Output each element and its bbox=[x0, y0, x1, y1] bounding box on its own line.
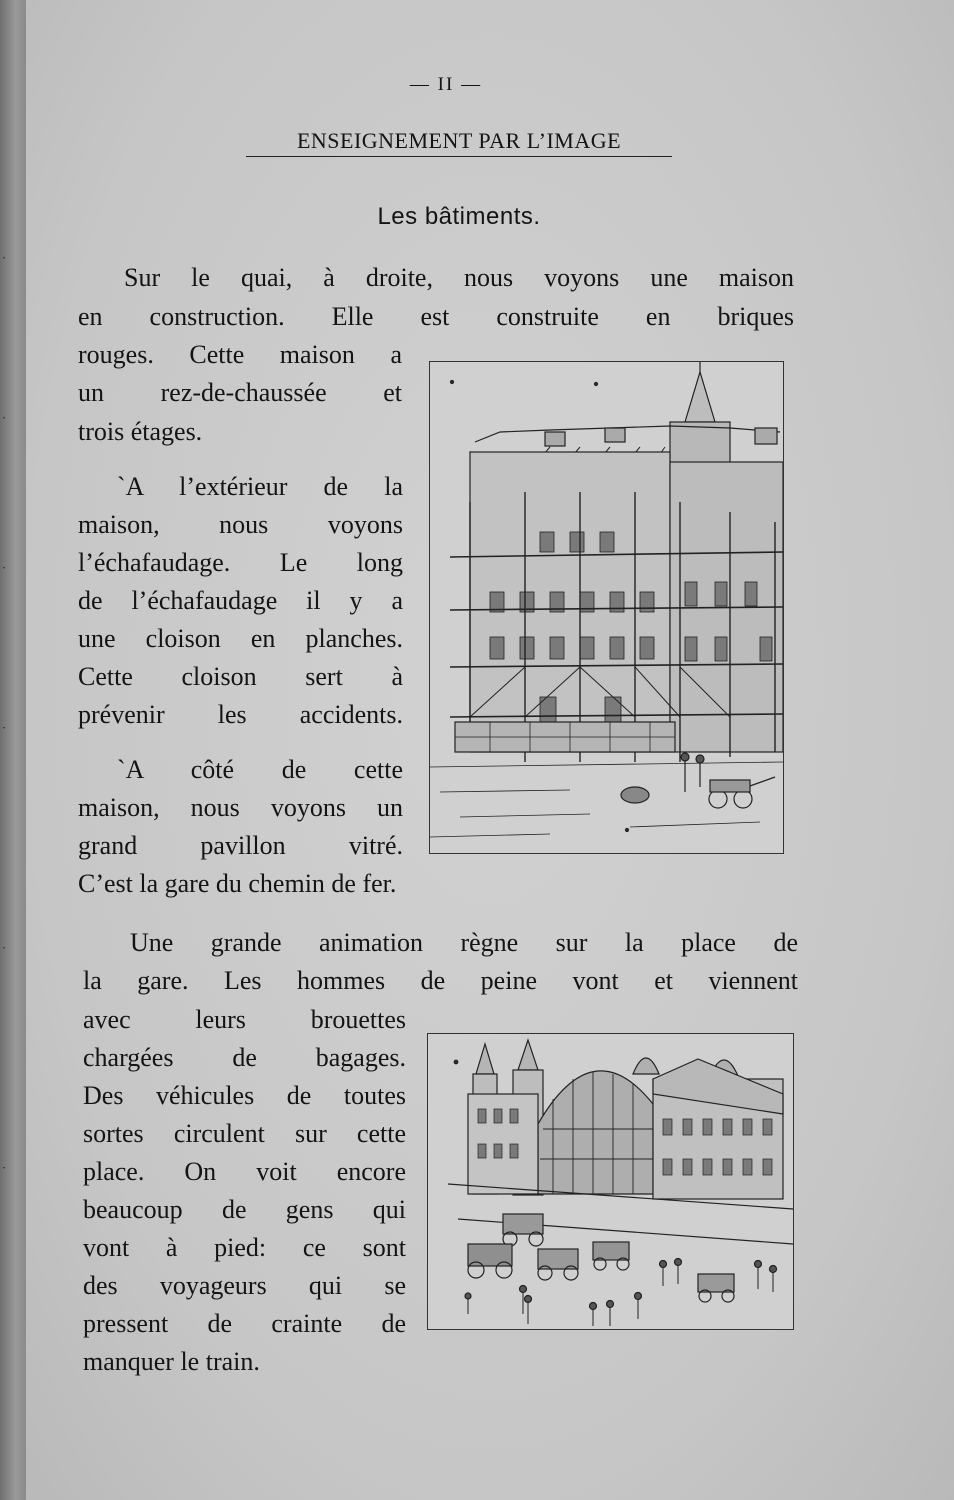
railway-station-illustration bbox=[427, 1033, 794, 1330]
edge-glyph: · bbox=[2, 940, 7, 955]
page-number: — II — bbox=[409, 74, 483, 95]
text-line: prévenir les accidents. bbox=[78, 700, 403, 729]
text-line: de l’échafaudage il y a bbox=[78, 586, 403, 615]
text-line: place. On voit encore bbox=[83, 1157, 406, 1186]
book-page bbox=[26, 0, 954, 1500]
text-line: sortes circulent sur cette bbox=[83, 1119, 406, 1148]
edge-glyph: · bbox=[2, 1160, 7, 1175]
text-line: maison, nous voyons bbox=[78, 510, 403, 539]
edge-glyph: · bbox=[2, 720, 7, 735]
text-line: `A côté de cette bbox=[117, 755, 403, 784]
text-line: grand pavillon vitré. bbox=[78, 831, 403, 860]
section-title: Les bâtiments. bbox=[377, 203, 541, 230]
text-line: C’est la gare du chemin de fer. bbox=[78, 869, 397, 898]
text-line: la gare. Les hommes de peine vont et viennent bbox=[83, 966, 798, 995]
text-line: un rez-de-chaussée et bbox=[78, 378, 402, 407]
text-line: manquer le train. bbox=[83, 1347, 260, 1376]
text-line: pressent de crainte de bbox=[83, 1309, 406, 1338]
text-line: une cloison en planches. bbox=[78, 624, 403, 653]
text-line: beaucoup de gens qui bbox=[83, 1195, 406, 1224]
running-head: ENSEIGNEMENT PAR L’IMAGE bbox=[246, 128, 672, 157]
text-line: avec leurs brouettes bbox=[83, 1005, 406, 1034]
edge-glyph: · bbox=[2, 410, 7, 425]
building-under-construction-illustration bbox=[429, 361, 784, 854]
text-line: Une grande animation règne sur la place de bbox=[130, 928, 798, 957]
text-line: Sur le quai, à droite, nous voyons une maison bbox=[124, 263, 794, 292]
edge-glyph: · bbox=[2, 250, 7, 265]
text-line: trois étages. bbox=[78, 417, 203, 446]
text-line: vont à pied: ce sont bbox=[83, 1233, 406, 1262]
text-line: l’échafaudage. Le long bbox=[78, 548, 403, 577]
adjacent-page-edge bbox=[0, 0, 26, 1500]
text-line: chargées de bagages. bbox=[83, 1043, 406, 1072]
text-line: en construction. Elle est construite en briques bbox=[78, 302, 794, 331]
text-line: rouges. Cette maison a bbox=[78, 340, 402, 369]
text-line: Cette cloison sert à bbox=[78, 662, 403, 691]
text-line: des voyageurs qui se bbox=[83, 1271, 406, 1300]
text-line: `A l’extérieur de la bbox=[117, 472, 403, 501]
text-line: Des véhicules de toutes bbox=[83, 1081, 406, 1110]
text-line: maison, nous voyons un bbox=[78, 793, 403, 822]
edge-glyph: · bbox=[2, 560, 7, 575]
